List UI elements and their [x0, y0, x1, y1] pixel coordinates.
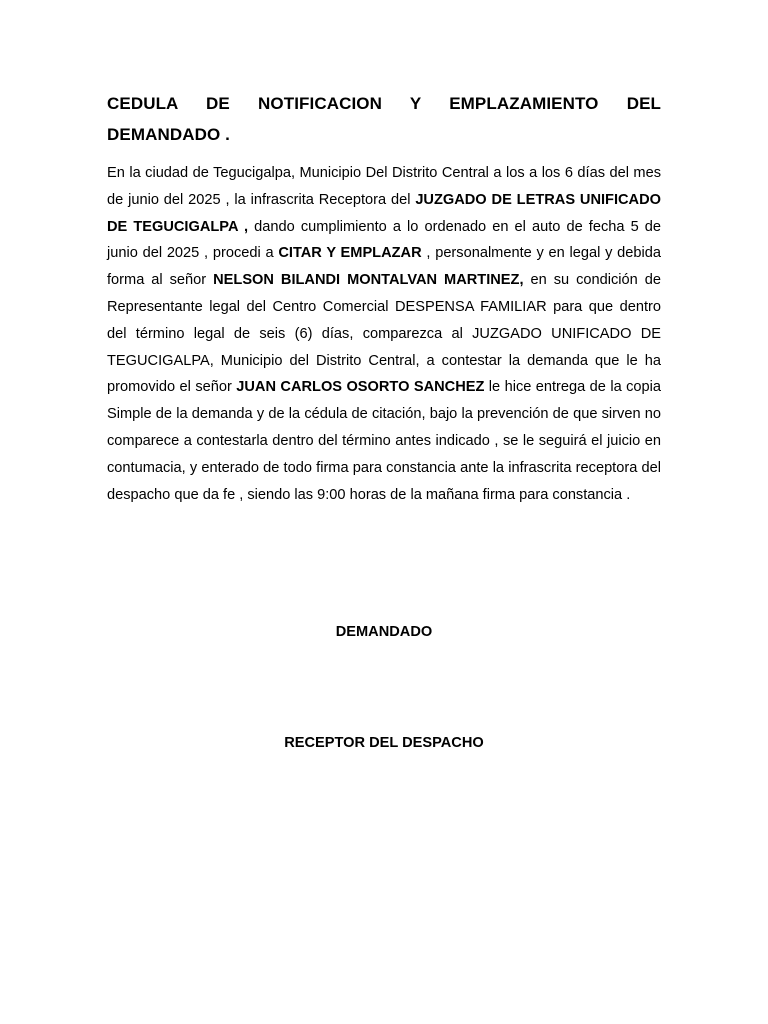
- document-title: CEDULA DE NOTIFICACION Y EMPLAZAMIENTO DEL DEMANDADO .: [107, 94, 661, 144]
- body-segment: en su condición de Representante legal del Centro Comercial DESPENSA FAMILIAR para que dentro del término legal de seis (6) días, comparezca al JUZGADO UNIFICADO DE TEGUCIGALPA, Municipio del Distrito Central, a contestar la demanda que le ha promovido el señor: [107, 272, 661, 396]
- body-segment-court-name: JUZGADO DE LETRAS UNIFICADO DE TEGUCIGALPA ,: [107, 191, 661, 235]
- body-segment: dando cumplimiento a lo ordenado en el auto de fecha 5 de junio del 2025 , procedi a: [107, 218, 661, 262]
- signature-label-receptor: RECEPTOR DEL DESPACHO: [284, 735, 484, 751]
- notification-body: [107, 160, 661, 508]
- body-segment-action: CITAR Y EMPLAZAR: [278, 245, 422, 262]
- signature-label-demandado: DEMANDADO: [335, 624, 433, 640]
- body-segment-defendant-name: NELSON BILANDI MONTALVAN MARTINEZ,: [213, 272, 524, 289]
- body-segment: le hice entrega de la copia Simple de la demanda y de la cédula de citación, bajo la prevención de que sirven no comparece a contestarla dentro del término antes indicado , se le seguirá el juicio en contumacia, y enterado de todo firma para constancia ante la infrascrita receptora del despacho que da fe , siendo las 9:00 horas de la mañana firma para constancia .: [107, 379, 661, 503]
- body-segment-plaintiff-name: JUAN CARLOS OSORTO SANCHEZ: [236, 379, 485, 396]
- body-segment: En la ciudad de Tegucigalpa, Municipio Del Distrito Central a los a los 6 días del mes de junio del 2025 , la infrascrita Receptora del: [107, 165, 661, 208]
- body-segment: , personalmente y en legal y debida forma al señor: [107, 245, 662, 289]
